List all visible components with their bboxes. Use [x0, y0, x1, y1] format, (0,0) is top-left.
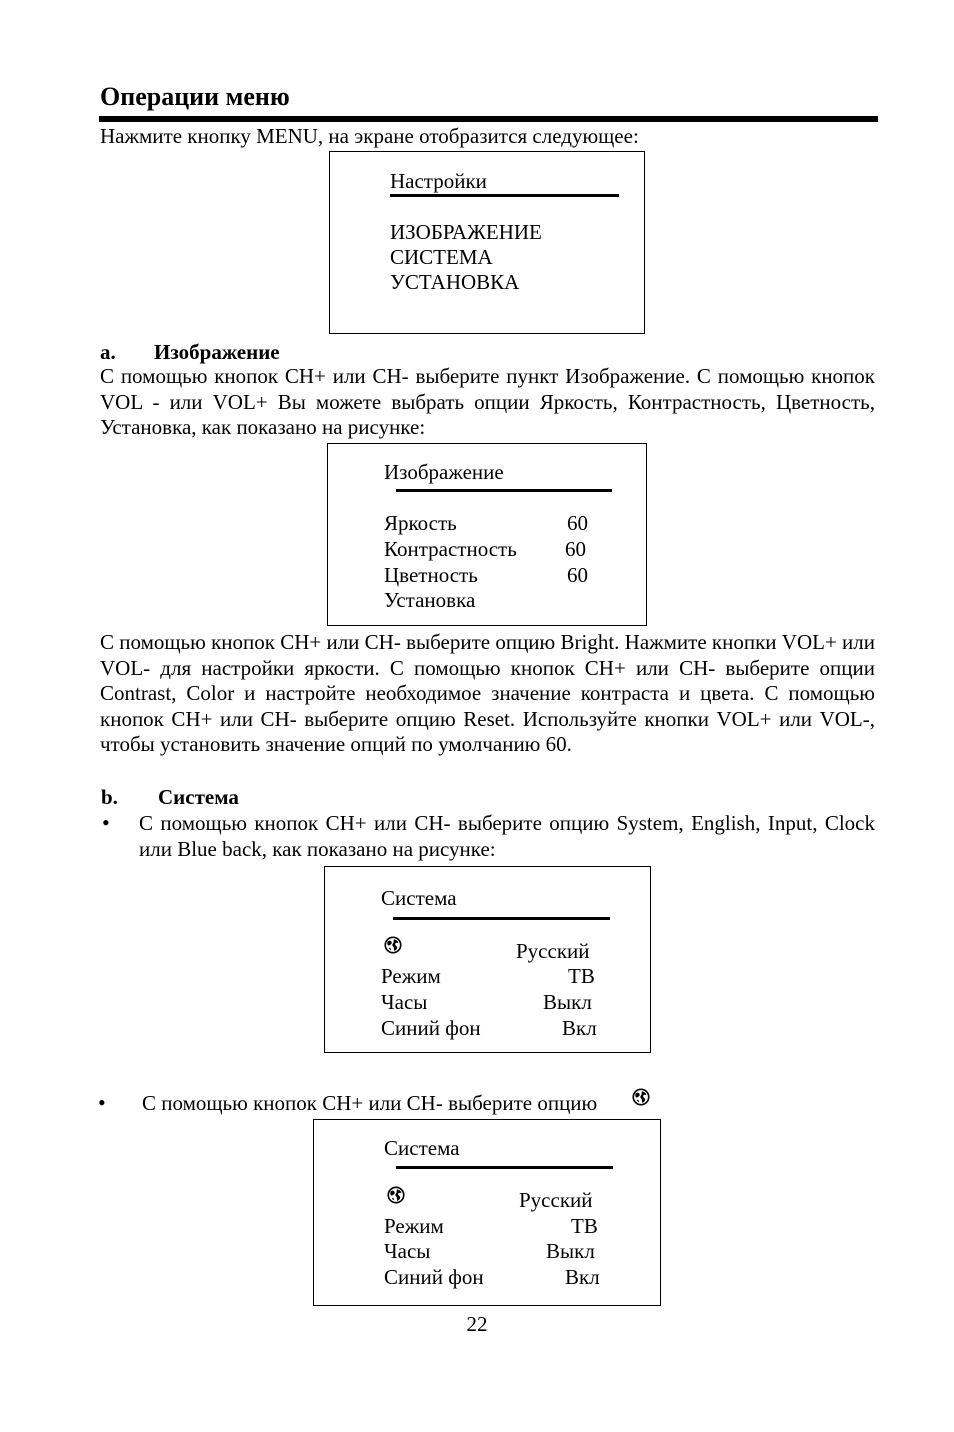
system-row-value: ТВ — [571, 1214, 598, 1238]
image-row-value: 60 — [567, 563, 588, 587]
section-a-label: a. — [100, 340, 116, 364]
system-menu-underline — [393, 917, 610, 920]
image-menu-title: Изображение — [384, 460, 504, 484]
system-row-value: Вкл — [565, 1265, 600, 1289]
title-rule — [99, 116, 878, 122]
menu-item-image: ИЗОБРАЖЕНИЕ — [390, 220, 542, 244]
globe-icon — [632, 1088, 650, 1106]
image-row-label: Установка — [384, 588, 476, 612]
bullet-2-dot: • — [98, 1090, 106, 1115]
system-row-value: ТВ — [568, 964, 595, 988]
bullet-1-text: С помощью кнопок CH+ или CH- выберите опцию System, English, Input, Clock или Blue back, как показано на рисунке: — [139, 811, 875, 861]
menu-item-setup: УСТАНОВКА — [390, 270, 520, 294]
section-b-label: b. — [101, 785, 118, 809]
system-row-value: Русский — [516, 939, 590, 963]
image-menu-box — [327, 443, 647, 626]
image-row-value: 60 — [565, 537, 586, 561]
system-menu-box-1 — [324, 866, 651, 1053]
page-title: Операции меню — [100, 82, 290, 111]
system-menu-title: Система — [381, 886, 457, 910]
system-row-value: Вкл — [562, 1016, 597, 1040]
system-row-label: Режим — [381, 964, 441, 988]
page-number: 22 — [466, 1312, 488, 1336]
settings-menu-box — [329, 151, 645, 334]
image-row-value: 60 — [567, 511, 588, 535]
bullet-1-dot: • — [102, 810, 110, 835]
menu-item-system: СИСТЕМА — [390, 245, 493, 269]
section-a-title: Изображение — [154, 340, 280, 364]
settings-menu-title: Настройки — [390, 169, 487, 193]
image-row-label: Контрастность — [384, 537, 517, 561]
system-row-label: Режим — [384, 1214, 444, 1238]
image-menu-underline — [396, 489, 612, 492]
image-row-label: Яркость — [384, 511, 457, 535]
settings-menu-underline — [390, 194, 619, 197]
image-row-label: Цветность — [384, 563, 478, 587]
system-row-value: Русский — [519, 1188, 593, 1212]
system-row-label: Синий фон — [384, 1265, 484, 1289]
section-b-heading — [100, 785, 400, 811]
intro-text: Нажмите кнопку MENU, на экране отобразится следующее: — [100, 124, 639, 148]
section-a-paragraph-1: С помощью кнопок CH+ или CH- выберите пункт Изображение. С помощью кнопок VOL - или VOL+ Вы можете выбрать опции Яркость, Контрастность, Цветность, Установка, как показано на рисунке: — [100, 364, 875, 439]
bullet-2-text: С помощью кнопок CH+ или CH- выберите опцию — [142, 1091, 598, 1115]
system-menu-title: Система — [384, 1136, 460, 1160]
section-a-paragraph-2: С помощью кнопок CH+ или CH- выберите опцию Bright. Нажмите кнопки VOL+ или VOL- для настройки яркости. С помощью кнопок CH+ или CH- выберите опции Contrast, Color и настройте необходимое значение контраста и цвета. С помощью кнопок CH+ или CH- выберите опцию Reset. Используйте кнопки VOL+ или VOL-, чтобы установить значение опций по умолчанию 60. — [100, 630, 876, 756]
globe-icon — [387, 1186, 405, 1204]
system-row-label: Часы — [384, 1239, 431, 1263]
system-menu-box-2 — [313, 1119, 661, 1306]
system-row-value: Выкл — [543, 990, 592, 1014]
system-row-label: Часы — [381, 990, 428, 1014]
globe-icon — [384, 936, 402, 954]
section-b-title: Система — [158, 785, 239, 809]
section-a-heading — [100, 340, 400, 366]
system-row-value: Выкл — [546, 1239, 595, 1263]
system-row-label: Синий фон — [381, 1016, 481, 1040]
system-menu-underline — [396, 1166, 613, 1169]
